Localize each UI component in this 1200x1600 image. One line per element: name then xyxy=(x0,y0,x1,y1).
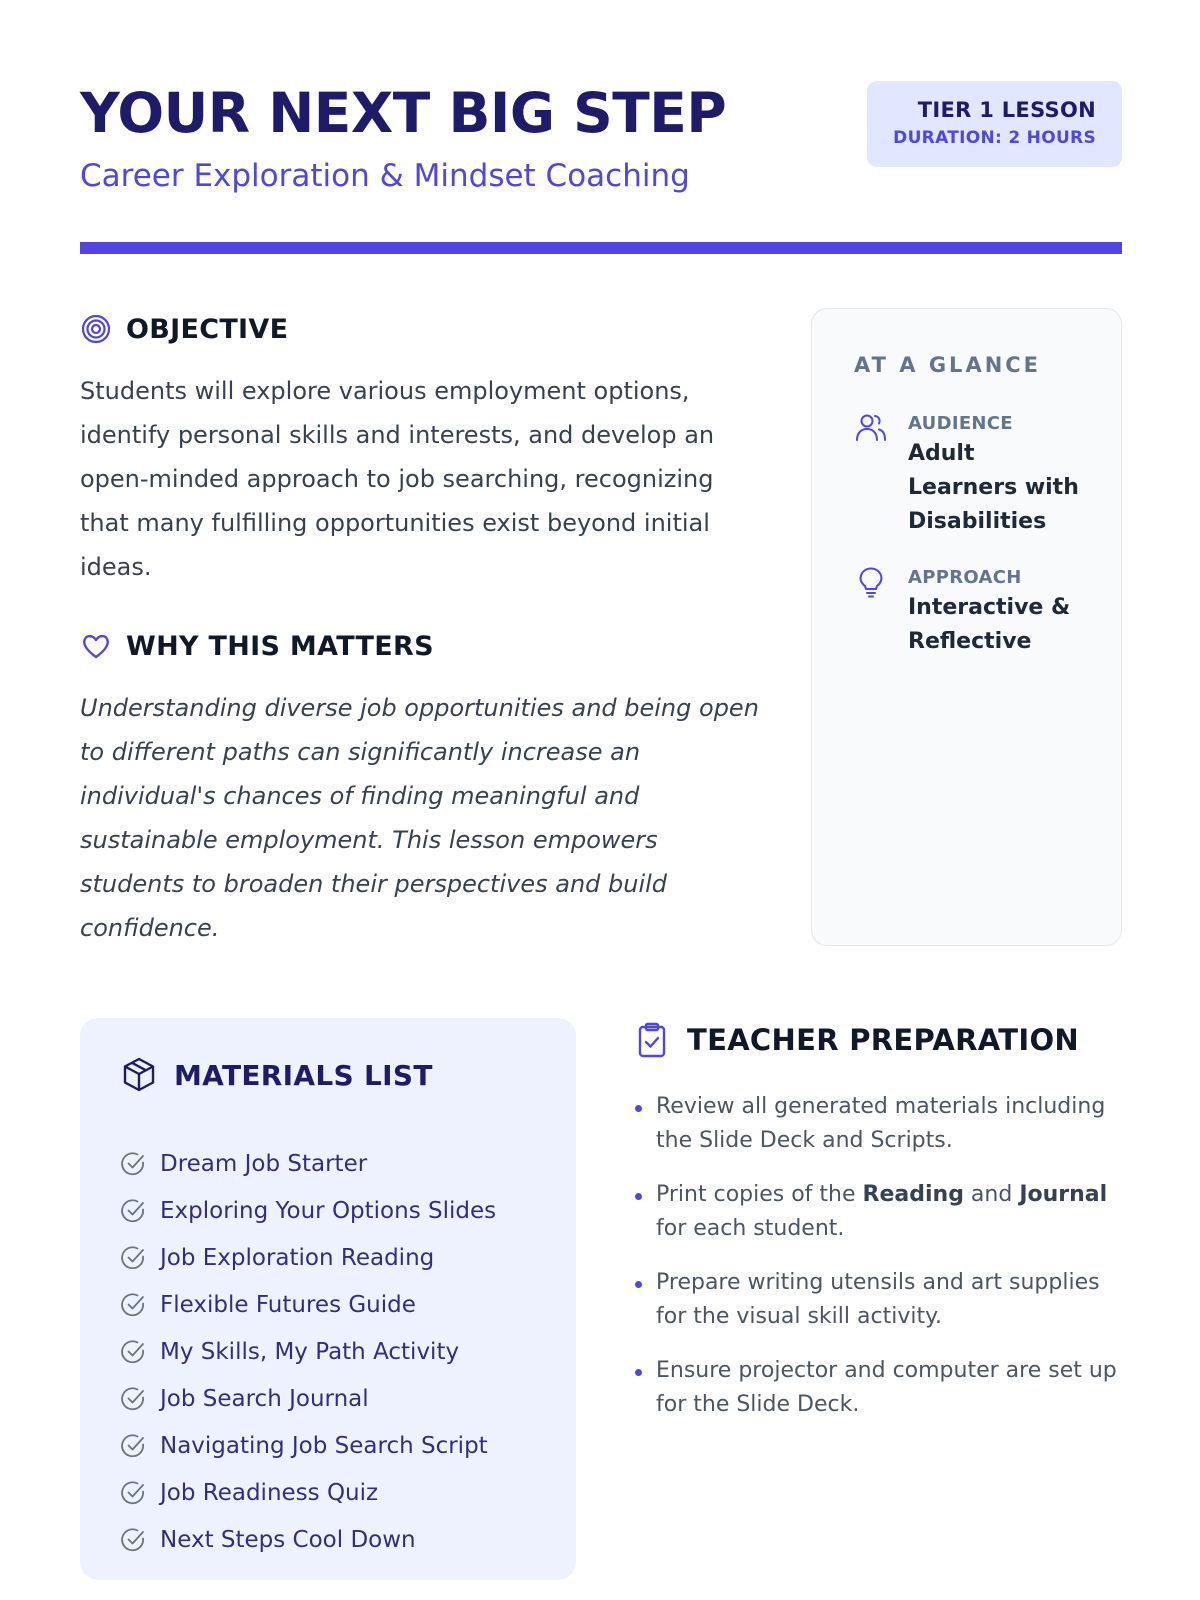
target-icon xyxy=(80,313,112,345)
check-circle-icon xyxy=(120,1292,146,1318)
objective-text: Students will explore various employment options, identify personal skills and interests, and develop an open-minded approach to job searching, recognizing that many fulfilling opportunities exist beyond initial ideas. xyxy=(80,377,715,581)
materials-heading xyxy=(120,1056,433,1094)
material-item-label: Job Search Journal xyxy=(160,1385,369,1412)
approach-value: Interactive & Reflective xyxy=(908,595,1071,654)
materials-card xyxy=(80,1018,576,1580)
material-item xyxy=(120,1328,496,1375)
material-item-label: Exploring Your Options Slides xyxy=(160,1197,497,1224)
prep-item-text: Ensure projector and computer are set up for the Slide Deck. xyxy=(656,1358,1117,1417)
page-title: YOUR NEXT BIG STEP xyxy=(80,81,727,145)
prep-item xyxy=(633,1354,1122,1422)
material-item-label: Flexible Futures Guide xyxy=(160,1291,416,1318)
lesson-badge xyxy=(867,81,1122,167)
material-item xyxy=(120,1516,496,1563)
check-circle-icon xyxy=(120,1433,146,1459)
material-item xyxy=(120,1375,496,1422)
materials-list xyxy=(120,1140,496,1563)
material-item-label: Next Steps Cool Down xyxy=(160,1526,416,1553)
lesson-page xyxy=(80,0,1122,1600)
at-a-glance-card xyxy=(811,308,1122,946)
prep-item-text: Prepare writing utensils and art supplies for the visual skill activity. xyxy=(656,1270,1100,1329)
prep-item xyxy=(633,1178,1122,1246)
material-item-label: Job Readiness Quiz xyxy=(160,1479,379,1506)
prep-item-emphasis: Journal xyxy=(1019,1182,1108,1207)
prep-item-text: Review all generated materials including the Slide Deck and Scripts. xyxy=(656,1094,1106,1153)
material-item-label: Dream Job Starter xyxy=(160,1150,368,1177)
heart-icon xyxy=(80,630,112,662)
prep-item-emphasis: Reading xyxy=(862,1182,964,1207)
material-item xyxy=(120,1187,496,1234)
badge-tier: TIER 1 LESSON xyxy=(917,98,1096,122)
glance-title: AT A GLANCE xyxy=(854,353,1042,377)
badge-duration: DURATION: 2 HOURS xyxy=(893,128,1096,148)
check-circle-icon xyxy=(120,1198,146,1224)
material-item-label: Navigating Job Search Script xyxy=(160,1432,488,1459)
check-circle-icon xyxy=(120,1480,146,1506)
check-circle-icon xyxy=(120,1339,146,1365)
audience-item xyxy=(854,411,1083,539)
prep-item-text: for each student. xyxy=(656,1216,845,1241)
check-circle-icon xyxy=(120,1386,146,1412)
objective-heading-label: OBJECTIVE xyxy=(126,313,289,345)
why-text: Understanding diverse job opportunities and being open to different paths can significantly increase an individual's chances of finding meaningful and sustainable employment. This lesson empowers students to broaden their perspectives and build confidence. xyxy=(80,694,759,942)
material-item xyxy=(120,1234,496,1281)
check-circle-icon xyxy=(120,1527,146,1553)
audience-value: Adult Learners with Disabilities xyxy=(908,441,1079,534)
material-item-label: My Skills, My Path Activity xyxy=(160,1338,460,1365)
audience-label: AUDIENCE xyxy=(908,413,1013,434)
materials-heading-label: MATERIALS LIST xyxy=(174,1058,433,1092)
approach-item xyxy=(854,565,1083,659)
prep-item xyxy=(633,1266,1122,1334)
material-item xyxy=(120,1469,496,1516)
prep-item xyxy=(633,1090,1122,1158)
material-item xyxy=(120,1281,496,1328)
teacher-prep-heading xyxy=(633,1021,1079,1059)
approach-label: APPROACH xyxy=(908,567,1022,588)
teacher-prep-heading-label: TEACHER PREPARATION xyxy=(687,1023,1079,1057)
objective-heading xyxy=(80,313,288,345)
prep-item-text: Print copies of the xyxy=(656,1182,863,1207)
material-item-label: Job Exploration Reading xyxy=(160,1244,435,1271)
prep-item-text: and xyxy=(963,1182,1020,1207)
users-icon xyxy=(854,411,888,445)
teacher-prep-list xyxy=(633,1090,1122,1442)
check-circle-icon xyxy=(120,1245,146,1271)
header-divider xyxy=(80,242,1122,254)
why-heading-label: WHY THIS MATTERS xyxy=(126,630,434,662)
material-item xyxy=(120,1422,496,1469)
page-subtitle: Career Exploration & Mindset Coaching xyxy=(80,158,690,194)
clipboard-check-icon xyxy=(633,1021,671,1059)
package-icon xyxy=(120,1056,158,1094)
material-item xyxy=(120,1140,496,1187)
why-heading xyxy=(80,630,434,662)
lightbulb-icon xyxy=(854,565,888,599)
check-circle-icon xyxy=(120,1151,146,1177)
